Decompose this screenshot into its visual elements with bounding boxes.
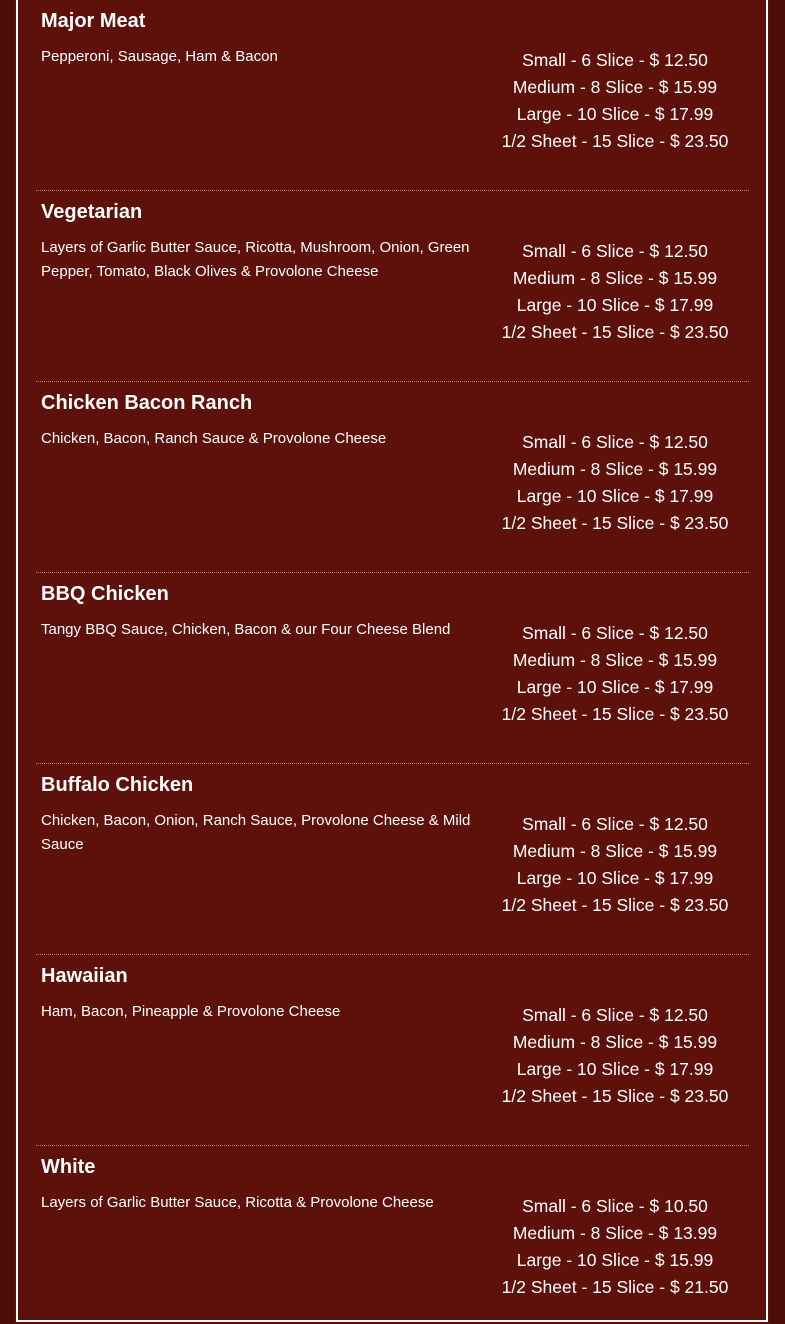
price-medium: Medium - 8 Slice - $ 15.99 [512,650,718,670]
price-large: Large - 10 Slice - $ 15.99 [516,1250,714,1270]
menu-panel [16,0,768,1322]
price-list [491,620,739,728]
item-description: Layers of Garlic Butter Sauce, Ricotta, Mushroom, Onion, Green Pepper, Tomato, Black Olives & Provolone Cheese [41,239,470,280]
price-list [491,238,739,346]
price-half-sheet: 1/2 Sheet - 15 Slice - $ 23.50 [501,513,729,533]
price-small: Small - 6 Slice - $ 12.50 [522,1005,708,1025]
price-half-sheet: 1/2 Sheet - 15 Slice - $ 21.50 [501,1277,729,1297]
menu-item-bbq-chicken [36,573,749,764]
price-half-sheet: 1/2 Sheet - 15 Slice - $ 23.50 [501,322,729,342]
price-medium: Medium - 8 Slice - $ 15.99 [512,268,718,288]
price-list [491,1193,739,1301]
price-small: Small - 6 Slice - $ 12.50 [522,50,708,70]
price-small: Small - 6 Slice - $ 12.50 [522,241,708,261]
price-list [491,47,739,155]
item-description: Pepperoni, Sausage, Ham & Bacon [41,48,278,65]
menu-item-hawaiian [36,955,749,1146]
price-medium: Medium - 8 Slice - $ 15.99 [512,1032,718,1052]
item-name: White [41,1156,96,1178]
price-half-sheet: 1/2 Sheet - 15 Slice - $ 23.50 [501,1086,729,1106]
item-description: Ham, Bacon, Pineapple & Provolone Cheese [41,1003,341,1020]
price-list [491,429,739,537]
price-medium: Medium - 8 Slice - $ 13.99 [512,1223,718,1243]
price-small: Small - 6 Slice - $ 12.50 [522,432,708,452]
price-large: Large - 10 Slice - $ 17.99 [516,486,714,506]
menu-item-major-meat [36,0,749,191]
item-name: Chicken Bacon Ranch [41,392,253,414]
item-description: Layers of Garlic Butter Sauce, Ricotta & Provolone Cheese [41,1194,434,1211]
price-small: Small - 6 Slice - $ 10.50 [522,1196,708,1216]
price-large: Large - 10 Slice - $ 17.99 [516,104,714,124]
price-small: Small - 6 Slice - $ 12.50 [522,814,708,834]
page-edge-right [770,0,785,1324]
item-name: Hawaiian [41,965,128,987]
price-half-sheet: 1/2 Sheet - 15 Slice - $ 23.50 [501,704,729,724]
item-name: Buffalo Chicken [41,774,194,796]
price-large: Large - 10 Slice - $ 17.99 [516,868,714,888]
item-name: Major Meat [41,10,146,32]
page-edge-left [0,0,15,1324]
menu-item-vegetarian [36,191,749,382]
price-medium: Medium - 8 Slice - $ 15.99 [512,459,718,479]
menu-item-chicken-bacon-ranch [36,382,749,573]
item-description: Chicken, Bacon, Ranch Sauce & Provolone Cheese [41,430,387,447]
price-medium: Medium - 8 Slice - $ 15.99 [512,77,718,97]
price-list [491,1002,739,1110]
price-list [491,811,739,919]
price-large: Large - 10 Slice - $ 17.99 [516,295,714,315]
price-small: Small - 6 Slice - $ 12.50 [522,623,708,643]
item-description: Tangy BBQ Sauce, Chicken, Bacon & our Four Cheese Blend [41,621,451,638]
price-large: Large - 10 Slice - $ 17.99 [516,677,714,697]
menu-item-buffalo-chicken [36,764,749,955]
price-half-sheet: 1/2 Sheet - 15 Slice - $ 23.50 [501,895,729,915]
price-half-sheet: 1/2 Sheet - 15 Slice - $ 23.50 [501,131,729,151]
price-large: Large - 10 Slice - $ 17.99 [516,1059,714,1079]
menu-item-white [36,1146,749,1322]
item-name: BBQ Chicken [41,583,169,605]
item-name: Vegetarian [41,201,143,223]
price-medium: Medium - 8 Slice - $ 15.99 [512,841,718,861]
item-description: Chicken, Bacon, Onion, Ranch Sauce, Provolone Cheese & Mild Sauce [41,812,471,853]
